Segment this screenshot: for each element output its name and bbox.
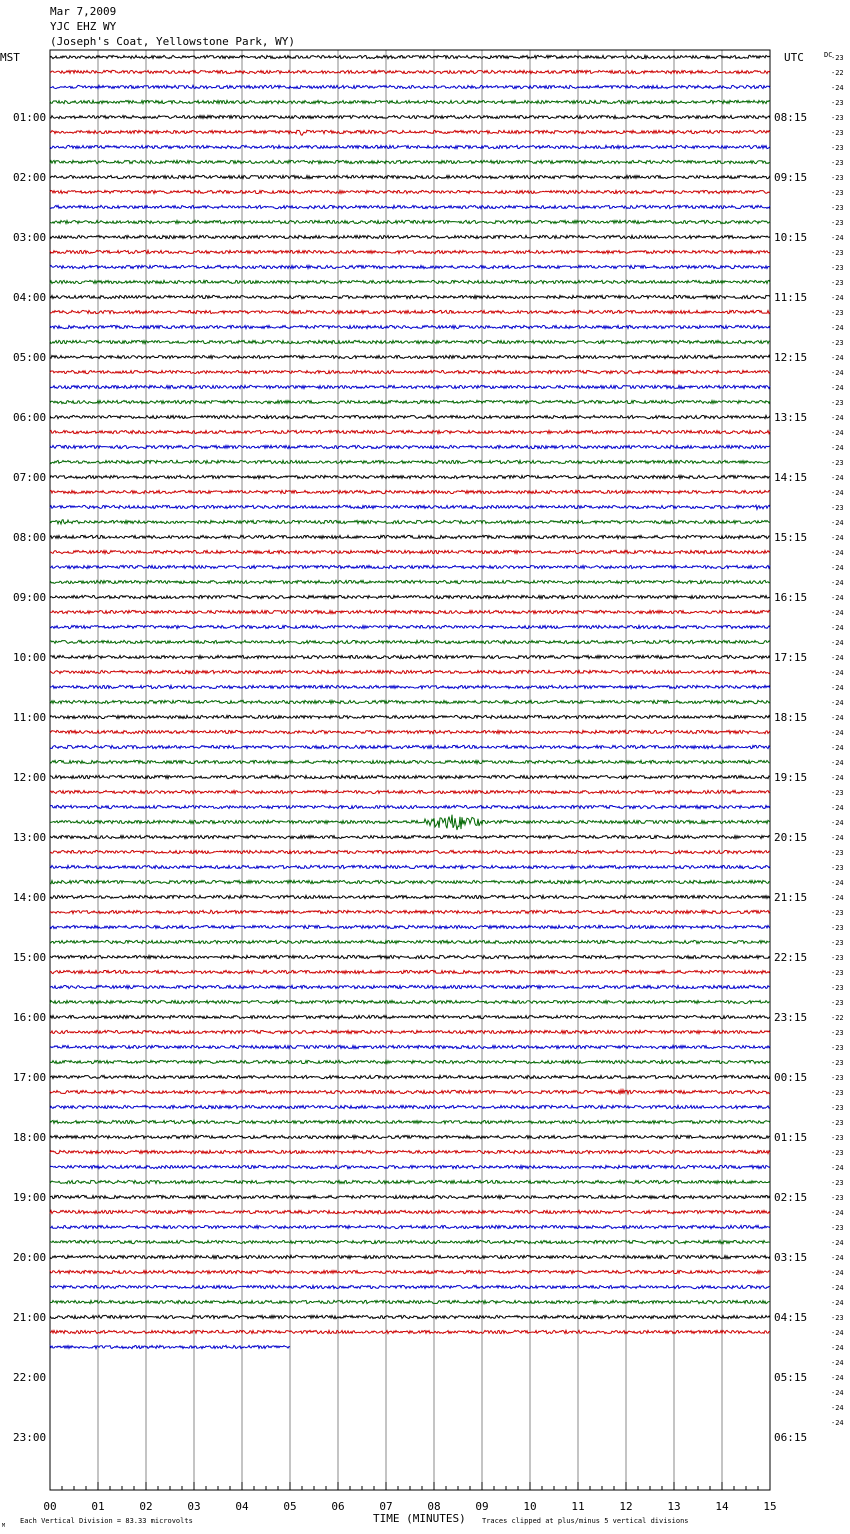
dc-offset-label: -23 — [831, 504, 844, 512]
trace-line — [50, 475, 770, 478]
trace-line — [50, 595, 770, 598]
x-tick-label: 14 — [715, 1500, 729, 1513]
right-hour-label: 13:15 — [774, 411, 808, 424]
dc-offset-label: -23 — [831, 189, 844, 197]
right-axis-label: UTC — [784, 51, 804, 64]
dc-offset-label: -23 — [831, 399, 844, 407]
dc-offset-label: -23 — [831, 924, 844, 932]
trace-line — [50, 385, 770, 388]
x-tick-label: 04 — [235, 1500, 249, 1513]
left-hour-label: 10:00 — [13, 651, 47, 664]
trace-line — [50, 895, 770, 898]
left-hour-label: 17:00 — [13, 1071, 47, 1084]
dc-offset-label: -24 — [831, 1374, 844, 1382]
trace-line — [50, 670, 770, 673]
right-hour-label: 16:15 — [774, 591, 808, 604]
right-hour-label: 19:15 — [774, 771, 808, 784]
trace-line — [50, 790, 770, 793]
dc-offset-label: -23 — [831, 159, 844, 167]
right-hour-label: 01:15 — [774, 1131, 808, 1144]
clipping-note: Traces clipped at plus/minus 5 vertical divisions — [482, 1517, 689, 1525]
trace-line — [50, 1060, 770, 1063]
dc-offset-label: -23 — [831, 144, 844, 152]
trace-line — [50, 250, 770, 253]
dc-offset-label: -24 — [831, 1389, 844, 1397]
dc-offset-label: -24 — [831, 819, 844, 827]
trace-line — [50, 1105, 770, 1108]
dc-offset-label: -23 — [831, 864, 844, 872]
dc-offset-label: -24 — [831, 1419, 844, 1427]
left-hour-label: 11:00 — [13, 711, 47, 724]
dc-offset-label: -23 — [831, 54, 844, 62]
trace-line — [50, 1045, 770, 1048]
right-hour-label: 14:15 — [774, 471, 808, 484]
trace-line — [50, 565, 770, 568]
trace-line — [50, 115, 770, 118]
trace-line — [50, 700, 770, 703]
dc-offset-label: -24 — [831, 579, 844, 587]
trace-line — [50, 835, 770, 838]
dc-offset-label: -24 — [831, 534, 844, 542]
dc-offset-label: -24 — [831, 624, 844, 632]
trace-line — [50, 1225, 770, 1228]
dc-offset-label: -24 — [831, 834, 844, 842]
trace-line — [50, 850, 770, 853]
trace-line — [50, 235, 770, 238]
dc-offset-label: -23 — [831, 939, 844, 947]
right-hour-label: 08:15 — [774, 111, 808, 124]
dc-offset-label: -22 — [831, 1014, 844, 1022]
dc-offset-label: -24 — [831, 714, 844, 722]
trace-line — [50, 910, 770, 914]
right-hour-label: 03:15 — [774, 1251, 808, 1264]
trace-line — [50, 955, 770, 958]
vertical-division-note: Each Vertical Division = 83.33 microvolts — [20, 1517, 193, 1525]
trace-line — [50, 1075, 770, 1078]
trace-line — [50, 1240, 770, 1243]
dc-offset-label: -24 — [831, 639, 844, 647]
x-tick-label: 07 — [379, 1500, 393, 1513]
corner-mark: M — [2, 1523, 6, 1529]
trace-line — [50, 1135, 770, 1138]
left-hour-label: 14:00 — [13, 891, 47, 904]
trace-line — [50, 1165, 770, 1168]
right-hour-labels — [774, 111, 807, 1444]
trace-line — [50, 880, 770, 883]
trace-line — [50, 1315, 770, 1318]
dc-column-label: DC — [824, 51, 833, 59]
left-hour-label: 20:00 — [13, 1251, 47, 1264]
dc-offset-label: -24 — [831, 384, 844, 392]
dc-offset-label: -24 — [831, 1254, 844, 1262]
x-tick-label: 02 — [139, 1500, 153, 1513]
left-hour-label: 18:00 — [13, 1131, 47, 1144]
trace-line — [50, 325, 770, 328]
x-axis-title: TIME (MINUTES) — [373, 1512, 466, 1525]
dc-offset-label: -24 — [831, 684, 844, 692]
x-tick-label: 01 — [91, 1500, 105, 1513]
dc-offset-label: -24 — [831, 1299, 844, 1307]
trace-line — [50, 760, 770, 763]
dc-offset-label: -23 — [831, 1089, 844, 1097]
trace-line — [50, 175, 770, 178]
trace-line — [50, 580, 770, 583]
trace-line — [50, 805, 770, 808]
trace-line — [50, 550, 770, 553]
trace-line — [50, 610, 770, 613]
right-hour-label: 22:15 — [774, 951, 808, 964]
dc-offset-label: -23 — [831, 1104, 844, 1112]
dc-offset-label: -23 — [831, 984, 844, 992]
left-hour-label: 09:00 — [13, 591, 47, 604]
dc-offset-label: -24 — [831, 549, 844, 557]
seismic-traces — [50, 55, 770, 1348]
plot-frame — [50, 50, 770, 1490]
x-tick-label: 15 — [763, 1500, 777, 1513]
x-tick-label: 06 — [331, 1500, 345, 1513]
left-hour-label: 23:00 — [13, 1431, 47, 1444]
dc-offset-label: -24 — [831, 324, 844, 332]
x-tick-label: 08 — [427, 1500, 441, 1513]
trace-line — [50, 1015, 770, 1018]
dc-offset-label: -24 — [831, 474, 844, 482]
trace-line — [50, 1255, 770, 1258]
trace-line — [50, 940, 770, 943]
right-hour-label: 15:15 — [774, 531, 808, 544]
dc-offset-label: -23 — [831, 1044, 844, 1052]
dc-offset-label: -22 — [831, 69, 844, 77]
left-hour-label: 08:00 — [13, 531, 47, 544]
trace-line — [50, 1195, 770, 1198]
trace-line — [50, 355, 770, 358]
dc-offset-label: -24 — [831, 1329, 844, 1337]
dc-offset-label: -24 — [831, 879, 844, 887]
trace-line — [50, 445, 770, 448]
dc-offset-label: -23 — [831, 789, 844, 797]
dc-offset-label: -23 — [831, 339, 844, 347]
trace-line — [50, 815, 770, 830]
dc-offset-label: -24 — [831, 744, 844, 752]
x-tick-label: 09 — [475, 1500, 489, 1513]
trace-line — [50, 70, 770, 73]
left-hour-label: 22:00 — [13, 1371, 47, 1384]
dc-offset-label: -24 — [831, 759, 844, 767]
dc-offset-label: -23 — [831, 1194, 844, 1202]
trace-line — [50, 985, 770, 988]
right-hour-label: 20:15 — [774, 831, 808, 844]
dc-offset-labels — [831, 54, 844, 1427]
dc-offset-label: -24 — [831, 294, 844, 302]
dc-offset-label: -24 — [831, 804, 844, 812]
dc-offset-label: -23 — [831, 1059, 844, 1067]
dc-offset-label: -24 — [831, 369, 844, 377]
left-hour-label: 07:00 — [13, 471, 47, 484]
dc-offset-label: -23 — [831, 1149, 844, 1157]
record-date: Mar 7,2009 — [50, 5, 117, 18]
trace-line — [50, 205, 770, 208]
trace-line — [50, 400, 770, 403]
dc-offset-label: -24 — [831, 429, 844, 437]
dc-offset-label: -23 — [831, 114, 844, 122]
trace-line — [50, 490, 770, 493]
trace-line — [50, 715, 770, 718]
dc-offset-label: -23 — [831, 849, 844, 857]
dc-offset-label: -24 — [831, 234, 844, 242]
dc-offset-label: -23 — [831, 129, 844, 137]
right-hour-label: 02:15 — [774, 1191, 808, 1204]
left-hour-label: 15:00 — [13, 951, 47, 964]
station-location: (Joseph's Coat, Yellowstone Park, WY) — [50, 35, 296, 48]
dc-offset-label: -24 — [831, 1344, 844, 1352]
dc-offset-label: -24 — [831, 1404, 844, 1412]
trace-line — [50, 430, 770, 433]
x-tick-label: 05 — [283, 1500, 297, 1513]
right-hour-label: 06:15 — [774, 1431, 808, 1444]
left-hour-label: 01:00 — [13, 111, 47, 124]
x-tick-label: 13 — [667, 1500, 681, 1513]
left-hour-label: 03:00 — [13, 231, 47, 244]
dc-offset-label: -24 — [831, 699, 844, 707]
left-hour-label: 02:00 — [13, 171, 47, 184]
trace-line — [50, 1300, 770, 1303]
trace-line — [50, 625, 770, 628]
dc-offset-label: -23 — [831, 99, 844, 107]
dc-offset-label: -24 — [831, 669, 844, 677]
dc-offset-label: -23 — [831, 909, 844, 917]
trace-line — [50, 100, 770, 103]
right-hour-label: 18:15 — [774, 711, 808, 724]
trace-line — [50, 970, 770, 973]
dc-offset-label: -23 — [831, 1029, 844, 1037]
dc-offset-label: -24 — [831, 1284, 844, 1292]
x-tick-label: 00 — [43, 1500, 57, 1513]
dc-offset-label: -24 — [831, 84, 844, 92]
trace-line — [50, 925, 770, 928]
right-hour-label: 04:15 — [774, 1311, 808, 1324]
trace-line — [50, 85, 770, 88]
dc-offset-label: -23 — [831, 309, 844, 317]
dc-offset-label: -23 — [831, 174, 844, 182]
right-hour-label: 23:15 — [774, 1011, 808, 1024]
trace-line — [50, 265, 770, 268]
x-axis — [43, 1482, 776, 1513]
dc-offset-label: -24 — [831, 519, 844, 527]
dc-offset-label: -23 — [831, 204, 844, 212]
dc-offset-label: -24 — [831, 414, 844, 422]
left-hour-label: 21:00 — [13, 1311, 47, 1324]
trace-line — [50, 220, 770, 223]
dc-offset-label: -23 — [831, 249, 844, 257]
dc-offset-label: -24 — [831, 894, 844, 902]
dc-offset-label: -23 — [831, 1224, 844, 1232]
left-hour-label: 13:00 — [13, 831, 47, 844]
trace-line — [50, 505, 770, 509]
trace-line — [50, 310, 770, 313]
dc-offset-label: -23 — [831, 279, 844, 287]
dc-offset-label: -23 — [831, 1314, 844, 1322]
trace-line — [50, 130, 770, 135]
dc-offset-label: -24 — [831, 654, 844, 662]
dc-offset-label: -24 — [831, 729, 844, 737]
trace-line — [50, 160, 770, 163]
trace-line — [50, 535, 770, 538]
dc-offset-label: -23 — [831, 969, 844, 977]
x-tick-label: 12 — [619, 1500, 633, 1513]
right-hour-label: 05:15 — [774, 1371, 808, 1384]
left-hour-label: 12:00 — [13, 771, 47, 784]
trace-line — [50, 640, 770, 643]
trace-line — [50, 1090, 770, 1094]
dc-offset-label: -23 — [831, 1074, 844, 1082]
dc-offset-label: -23 — [831, 1179, 844, 1187]
trace-line — [50, 685, 770, 688]
trace-line — [50, 55, 770, 58]
trace-line — [50, 1120, 770, 1123]
trace-line — [50, 730, 770, 733]
dc-offset-label: -23 — [831, 999, 844, 1007]
dc-offset-label: -24 — [831, 354, 844, 362]
trace-line — [50, 145, 770, 148]
x-tick-label: 03 — [187, 1500, 201, 1513]
station-code: YJC EHZ WY — [50, 20, 117, 33]
right-hour-label: 12:15 — [774, 351, 808, 364]
dc-offset-label: -23 — [831, 459, 844, 467]
left-hour-label: 16:00 — [13, 1011, 47, 1024]
right-hour-label: 17:15 — [774, 651, 808, 664]
trace-line — [50, 1270, 770, 1273]
dc-offset-label: -24 — [831, 444, 844, 452]
dc-offset-label: -24 — [831, 1164, 844, 1172]
trace-line — [50, 370, 770, 373]
trace-line — [50, 745, 770, 748]
dc-offset-label: -23 — [831, 1134, 844, 1142]
trace-line — [50, 1285, 770, 1288]
left-hour-label: 04:00 — [13, 291, 47, 304]
trace-line — [50, 340, 770, 343]
trace-line — [50, 1000, 770, 1003]
right-hour-label: 00:15 — [774, 1071, 808, 1084]
left-axis-label: MST — [0, 51, 20, 64]
trace-line — [50, 1330, 770, 1333]
dc-offset-label: -24 — [831, 564, 844, 572]
trace-line — [50, 415, 770, 418]
trace-line — [50, 865, 770, 868]
trace-line — [50, 1030, 770, 1033]
dc-offset-label: -24 — [831, 609, 844, 617]
dc-offset-label: -24 — [831, 489, 844, 497]
left-hour-labels — [13, 111, 46, 1444]
right-hour-label: 09:15 — [774, 171, 808, 184]
trace-line — [50, 655, 770, 658]
dc-offset-label: -24 — [831, 1209, 844, 1217]
trace-line — [50, 280, 770, 283]
dc-offset-label: -24 — [831, 594, 844, 602]
dc-offset-label: -23 — [831, 954, 844, 962]
trace-line — [50, 1210, 770, 1213]
dc-offset-label: -23 — [831, 1119, 844, 1127]
dc-offset-label: -24 — [831, 1359, 844, 1367]
trace-line — [50, 1180, 770, 1183]
right-hour-label: 11:15 — [774, 291, 808, 304]
trace-line — [50, 775, 770, 778]
left-hour-label: 05:00 — [13, 351, 47, 364]
dc-offset-label: -24 — [831, 1239, 844, 1247]
dc-offset-label: -23 — [831, 264, 844, 272]
trace-line — [50, 1345, 290, 1348]
x-tick-label: 11 — [571, 1500, 585, 1513]
trace-line — [50, 520, 770, 524]
x-tick-label: 10 — [523, 1500, 537, 1513]
trace-line — [50, 1150, 770, 1153]
left-hour-label: 19:00 — [13, 1191, 47, 1204]
dc-offset-label: -23 — [831, 219, 844, 227]
right-hour-label: 21:15 — [774, 891, 808, 904]
left-hour-label: 06:00 — [13, 411, 47, 424]
trace-line — [50, 460, 770, 463]
dc-offset-label: -24 — [831, 1269, 844, 1277]
right-hour-label: 10:15 — [774, 231, 808, 244]
dc-offset-label: -24 — [831, 774, 844, 782]
trace-line — [50, 295, 770, 298]
trace-line — [50, 190, 770, 193]
